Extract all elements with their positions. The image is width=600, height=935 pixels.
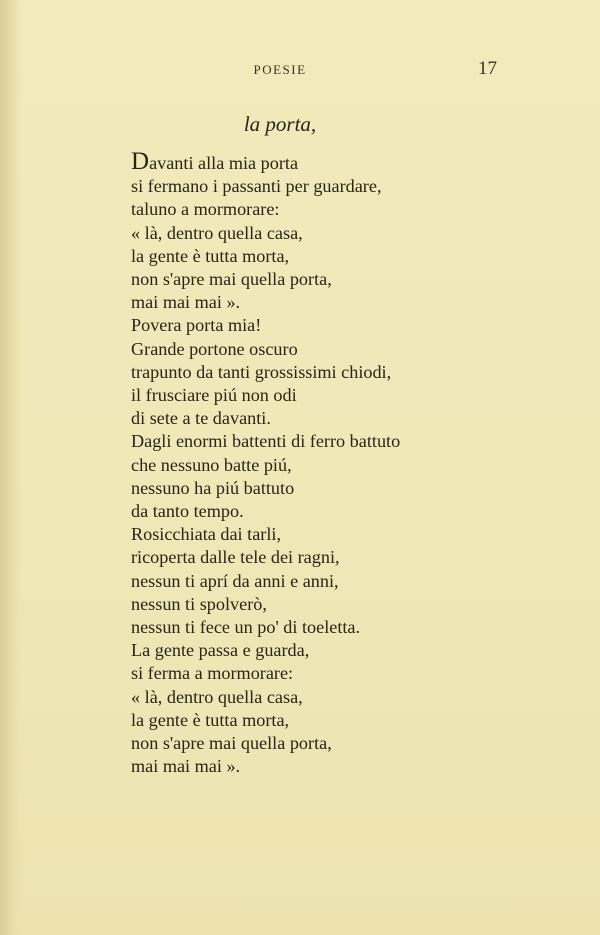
poem-line: ricoperta dalle tele dei ragni, <box>131 547 340 568</box>
poem-line: Rosicchiata dai tarli, <box>131 524 281 545</box>
page-number: 17 <box>478 58 497 79</box>
poem-line: da tanto tempo. <box>131 501 244 522</box>
poem-line: taluno a mormorare: <box>131 199 280 220</box>
poem-line: che nessuno batte piú, <box>131 454 292 475</box>
drop-cap: D <box>131 148 150 175</box>
poem-line: si fermano i passanti per guardare, <box>131 176 382 197</box>
page-gutter-shadow <box>0 0 22 935</box>
poem-line: « là, dentro quella casa, <box>131 686 303 707</box>
poem-line: la gente è tutta morta, <box>131 709 290 730</box>
poem-line: La gente passa e guarda, <box>131 640 310 661</box>
poem-line: la gente è tutta morta, <box>131 245 290 266</box>
poem-line: non s'apre mai quella porta, <box>131 733 332 754</box>
poem-line: nessuno ha piú battuto <box>131 477 295 498</box>
poem-line: nessun ti aprí da anni e anni, <box>131 570 339 591</box>
poem-line: nessun ti fece un po' di toeletta. <box>131 617 361 638</box>
poem-line: si ferma a mormorare: <box>131 663 294 684</box>
poem-title: la porta, <box>243 112 317 136</box>
poem-line: « là, dentro quella casa, <box>131 222 303 243</box>
poem-line: Grande portone oscuro <box>131 338 298 359</box>
poem-line: mai mai mai ». <box>131 756 241 777</box>
running-head: POESIE <box>253 62 307 77</box>
poem-body <box>131 148 571 778</box>
poem-line: Dagli enormi battenti di ferro battuto <box>131 431 401 452</box>
poem-line: il frusciare piú non odi <box>131 385 297 406</box>
poem-line: nessun ti spolverò, <box>131 593 267 614</box>
poem-line: non s'apre mai quella porta, <box>131 269 332 290</box>
poem-line <box>131 148 571 175</box>
poem-line: Povera porta mia! <box>131 315 262 336</box>
poem-line: trapunto da tanti grossissimi chiodi, <box>131 361 392 382</box>
first-line-text: avanti alla mia porta <box>149 153 299 173</box>
poem-line: di sete a te davanti. <box>131 408 271 429</box>
poem-line: mai mai mai ». <box>131 292 241 313</box>
